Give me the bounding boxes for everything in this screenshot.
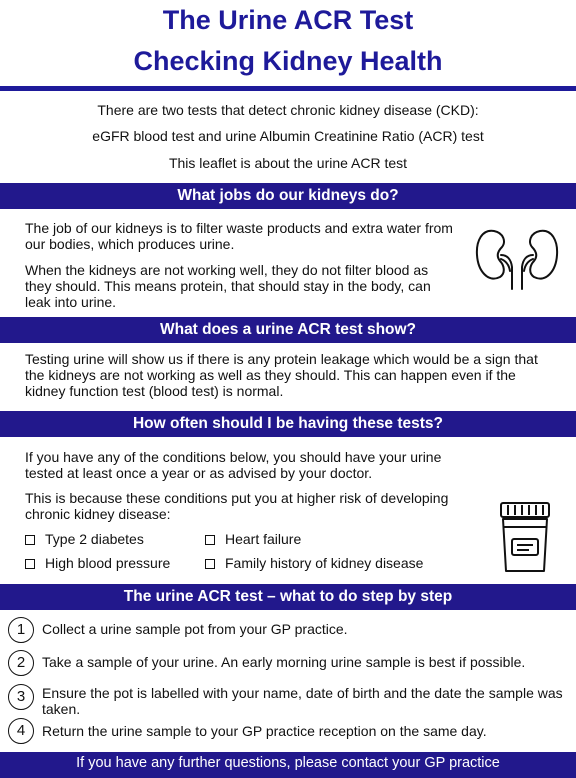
condition-item [205,531,301,547]
intro-line-2: eGFR blood test and urine Albumin Creatinine Ratio (ACR) test [92,128,484,144]
section-heading-frequency: How often should I be having these tests? [0,411,576,437]
specimen-pot-icon [496,501,554,575]
frequency-paragraph-1: If you have any of the conditions below, you should have your urine tested at least once a year or as advised by your doctor. [25,449,442,481]
step-text: Take a sample of your urine. An early morning urine sample is best if possible. [42,654,526,670]
page-title: The Urine ACR Test [162,5,414,35]
step-number: 3 [8,684,34,710]
step-text: Ensure the pot is labelled with your name, date of birth and the date the sample was taken. [42,685,563,717]
condition-label: Heart failure [225,531,302,547]
condition-item [25,555,170,571]
kidneys-paragraph-2: When the kidneys are not working well, they do not filter blood as they should. This means protein, that should stay in the body, can leak into urine. [25,262,431,310]
section-heading-acr-show: What does a urine ACR test show? [0,317,576,343]
section-heading-steps: The urine ACR test – what to do step by step [0,584,576,610]
section-heading-kidneys: What jobs do our kidneys do? [0,183,576,209]
title-divider [0,86,576,91]
condition-label: Type 2 diabetes [45,531,144,547]
intro-line-3: This leaflet is about the urine ACR test [168,155,408,171]
step-text: Return the urine sample to your GP practice reception on the same day. [42,723,487,739]
page-subtitle: Checking Kidney Health [133,46,443,76]
step-number: 4 [8,718,34,744]
condition-item [25,531,144,547]
footer-contact: If you have any further questions, please contact your GP practice [0,752,576,778]
acr-show-paragraph: Testing urine will show us if there is any protein leakage which would be a sign that the kidneys are not working as well as they should. This can happen even if the kidney function test (blood test) is normal. [25,351,538,399]
condition-label: Family history of kidney disease [225,555,424,571]
step-number: 1 [8,617,34,643]
step-number: 2 [8,650,34,676]
intro-line-1: There are two tests that detect chronic kidney disease (CKD): [97,102,479,118]
frequency-paragraph-2: This is because these conditions put you at higher risk of developing chronic kidney disease: [25,490,449,522]
kidneys-icon [474,225,560,291]
checkbox-icon [25,559,35,569]
checkbox-icon [25,535,35,545]
checkbox-icon [205,535,215,545]
kidneys-paragraph-1: The job of our kidneys is to filter waste products and extra water from our bodies, which produces urine. [25,220,453,252]
step-text: Collect a urine sample pot from your GP practice. [42,621,348,637]
condition-item [205,555,423,571]
condition-label: High blood pressure [45,555,171,571]
checkbox-icon [205,559,215,569]
